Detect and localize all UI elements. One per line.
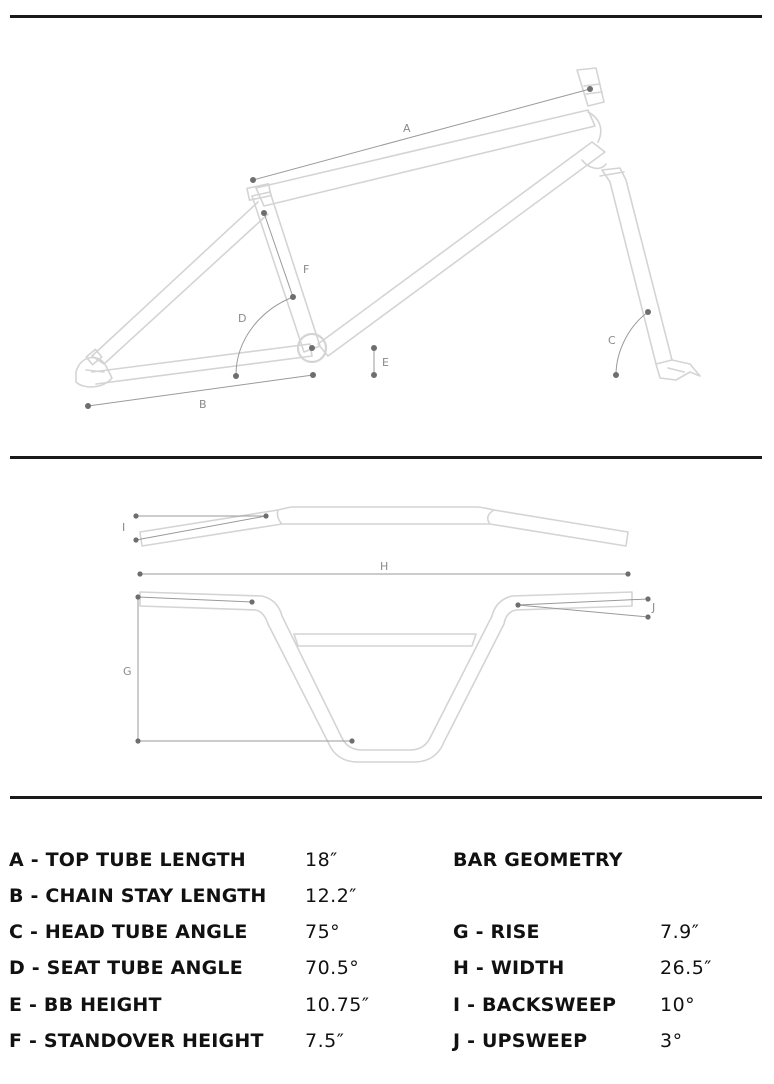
bar-dimensions	[136, 516, 648, 741]
spec-e-value: 10.75″	[305, 994, 370, 1016]
seat-tube	[252, 192, 320, 352]
spec-d-value: 70.5°	[305, 957, 360, 979]
chain-stay	[92, 344, 312, 384]
label-h: H	[380, 560, 389, 573]
frame-dimension-labels	[199, 122, 616, 411]
label-a: A	[403, 122, 411, 135]
bar-front-view	[140, 592, 632, 762]
spec-i-label: I - BACKSWEEP	[453, 994, 617, 1016]
spec-h-value: 26.5″	[660, 957, 712, 979]
spec-d-label: D - SEAT TUBE ANGLE	[9, 957, 243, 979]
label-d: D	[238, 312, 247, 325]
spec-a-value: 18″	[305, 849, 338, 871]
spec-j-value: 3°	[660, 1030, 683, 1052]
frame-dimension-dots	[85, 86, 651, 409]
top-tube	[256, 110, 595, 206]
dim-g-top	[138, 597, 252, 602]
seat-stay	[92, 202, 268, 364]
dim-d-arc	[236, 297, 293, 375]
label-i: I	[122, 521, 126, 534]
bar-dimension-dots	[133, 513, 650, 743]
label-g: G	[123, 665, 132, 678]
spec-b-label: B - CHAIN STAY LENGTH	[9, 885, 267, 907]
spec-f-label: F - STANDOVER HEIGHT	[9, 1030, 264, 1052]
dim-f-line	[264, 213, 293, 297]
spec-j-label: J - UPSWEEP	[453, 1030, 588, 1052]
spec-b-value: 12.2″	[305, 885, 357, 907]
spec-e-label: E - BB HEIGHT	[9, 994, 162, 1016]
dim-c-arc	[616, 312, 648, 375]
spec-h-label: H - WIDTH	[453, 957, 565, 979]
label-c: C	[608, 334, 616, 347]
label-j: J	[652, 601, 656, 614]
dim-j-a	[518, 599, 648, 605]
label-f: F	[303, 263, 310, 276]
label-b: B	[199, 398, 207, 411]
bar-geometry-heading: BAR GEOMETRY	[453, 849, 623, 871]
dim-a-line	[253, 89, 590, 180]
spec-c-value: 75°	[305, 921, 341, 943]
spec-g-value: 7.9″	[660, 921, 700, 943]
frame-drawing	[76, 68, 700, 387]
label-e: E	[382, 356, 389, 369]
spec-c-label: C - HEAD TUBE ANGLE	[9, 921, 248, 943]
spec-a-label: A - TOP TUBE LENGTH	[9, 849, 246, 871]
spec-i-value: 10°	[660, 994, 696, 1016]
spec-g-label: G - RISE	[453, 921, 540, 943]
down-tube	[318, 142, 605, 356]
spec-f-value: 7.5″	[305, 1030, 345, 1052]
frame-dimensions	[88, 89, 648, 406]
bar-top-view	[140, 507, 628, 546]
